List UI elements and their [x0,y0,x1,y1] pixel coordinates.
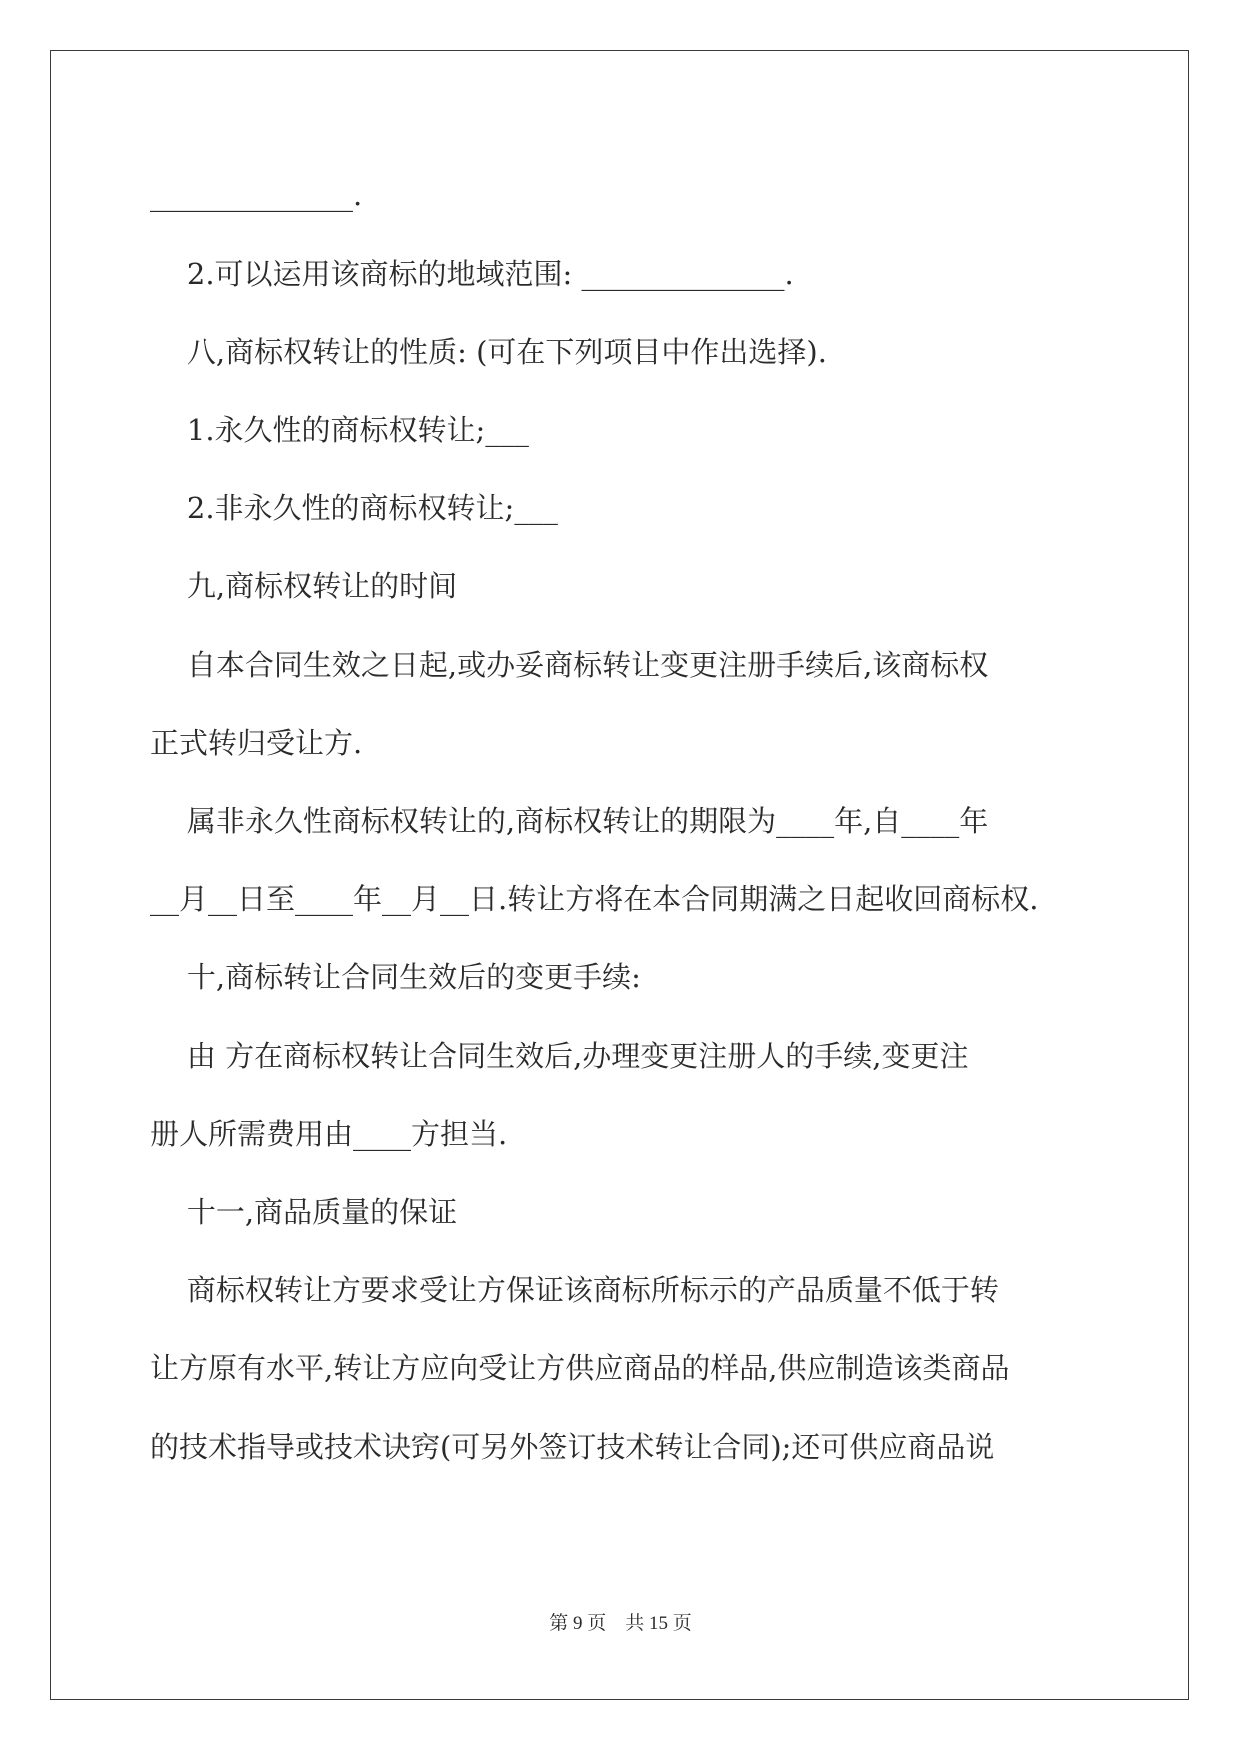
text-line: 八,商标权转让的性质: (可在下列项目中作出选择). [150,335,827,369]
text-line: 1.永久性的商标权转让;___ [150,413,529,447]
text-line: 十一,商品质量的保证 [150,1195,458,1229]
text-line: 2.可以运用该商标的地域范围: ______________. [150,257,794,291]
text-line: 让方原有水平,转让方应向受让方供应商品的样品,供应制造该类商品 [150,1351,1010,1385]
text-line: ______________. [150,178,363,212]
text-line: 2.非永久性的商标权转让;___ [150,491,558,525]
text-line: 由 方在商标权转让合同生效后,办理变更注册人的手续,变更注 [150,1039,969,1073]
page-number-footer: 第 9 页 共 15 页 [549,1613,692,1634]
text-line: 十,商标转让合同生效后的变更手续: [150,960,641,994]
text-line: 商标权转让方要求受让方保证该商标所标示的产品质量不低于转 [150,1273,999,1307]
text-line: 自本合同生效之日起,或办妥商标转让变更注册手续后,该商标权 [150,648,989,682]
text-line: 九,商标权转让的时间 [150,569,458,603]
text-line: 的技术指导或技术诀窍(可另外签订技术转让合同);还可供应商品说 [150,1430,995,1464]
text-line: 正式转归受让方. [150,726,363,760]
text-line: 册人所需费用由____方担当. [150,1117,508,1151]
text-line: 属非永久性商标权转让的,商标权转让的期限为____年,自____年 [150,804,989,838]
text-line: __月__日至____年__月__日.转让方将在本合同期满之日起收回商标权. [150,882,1039,916]
